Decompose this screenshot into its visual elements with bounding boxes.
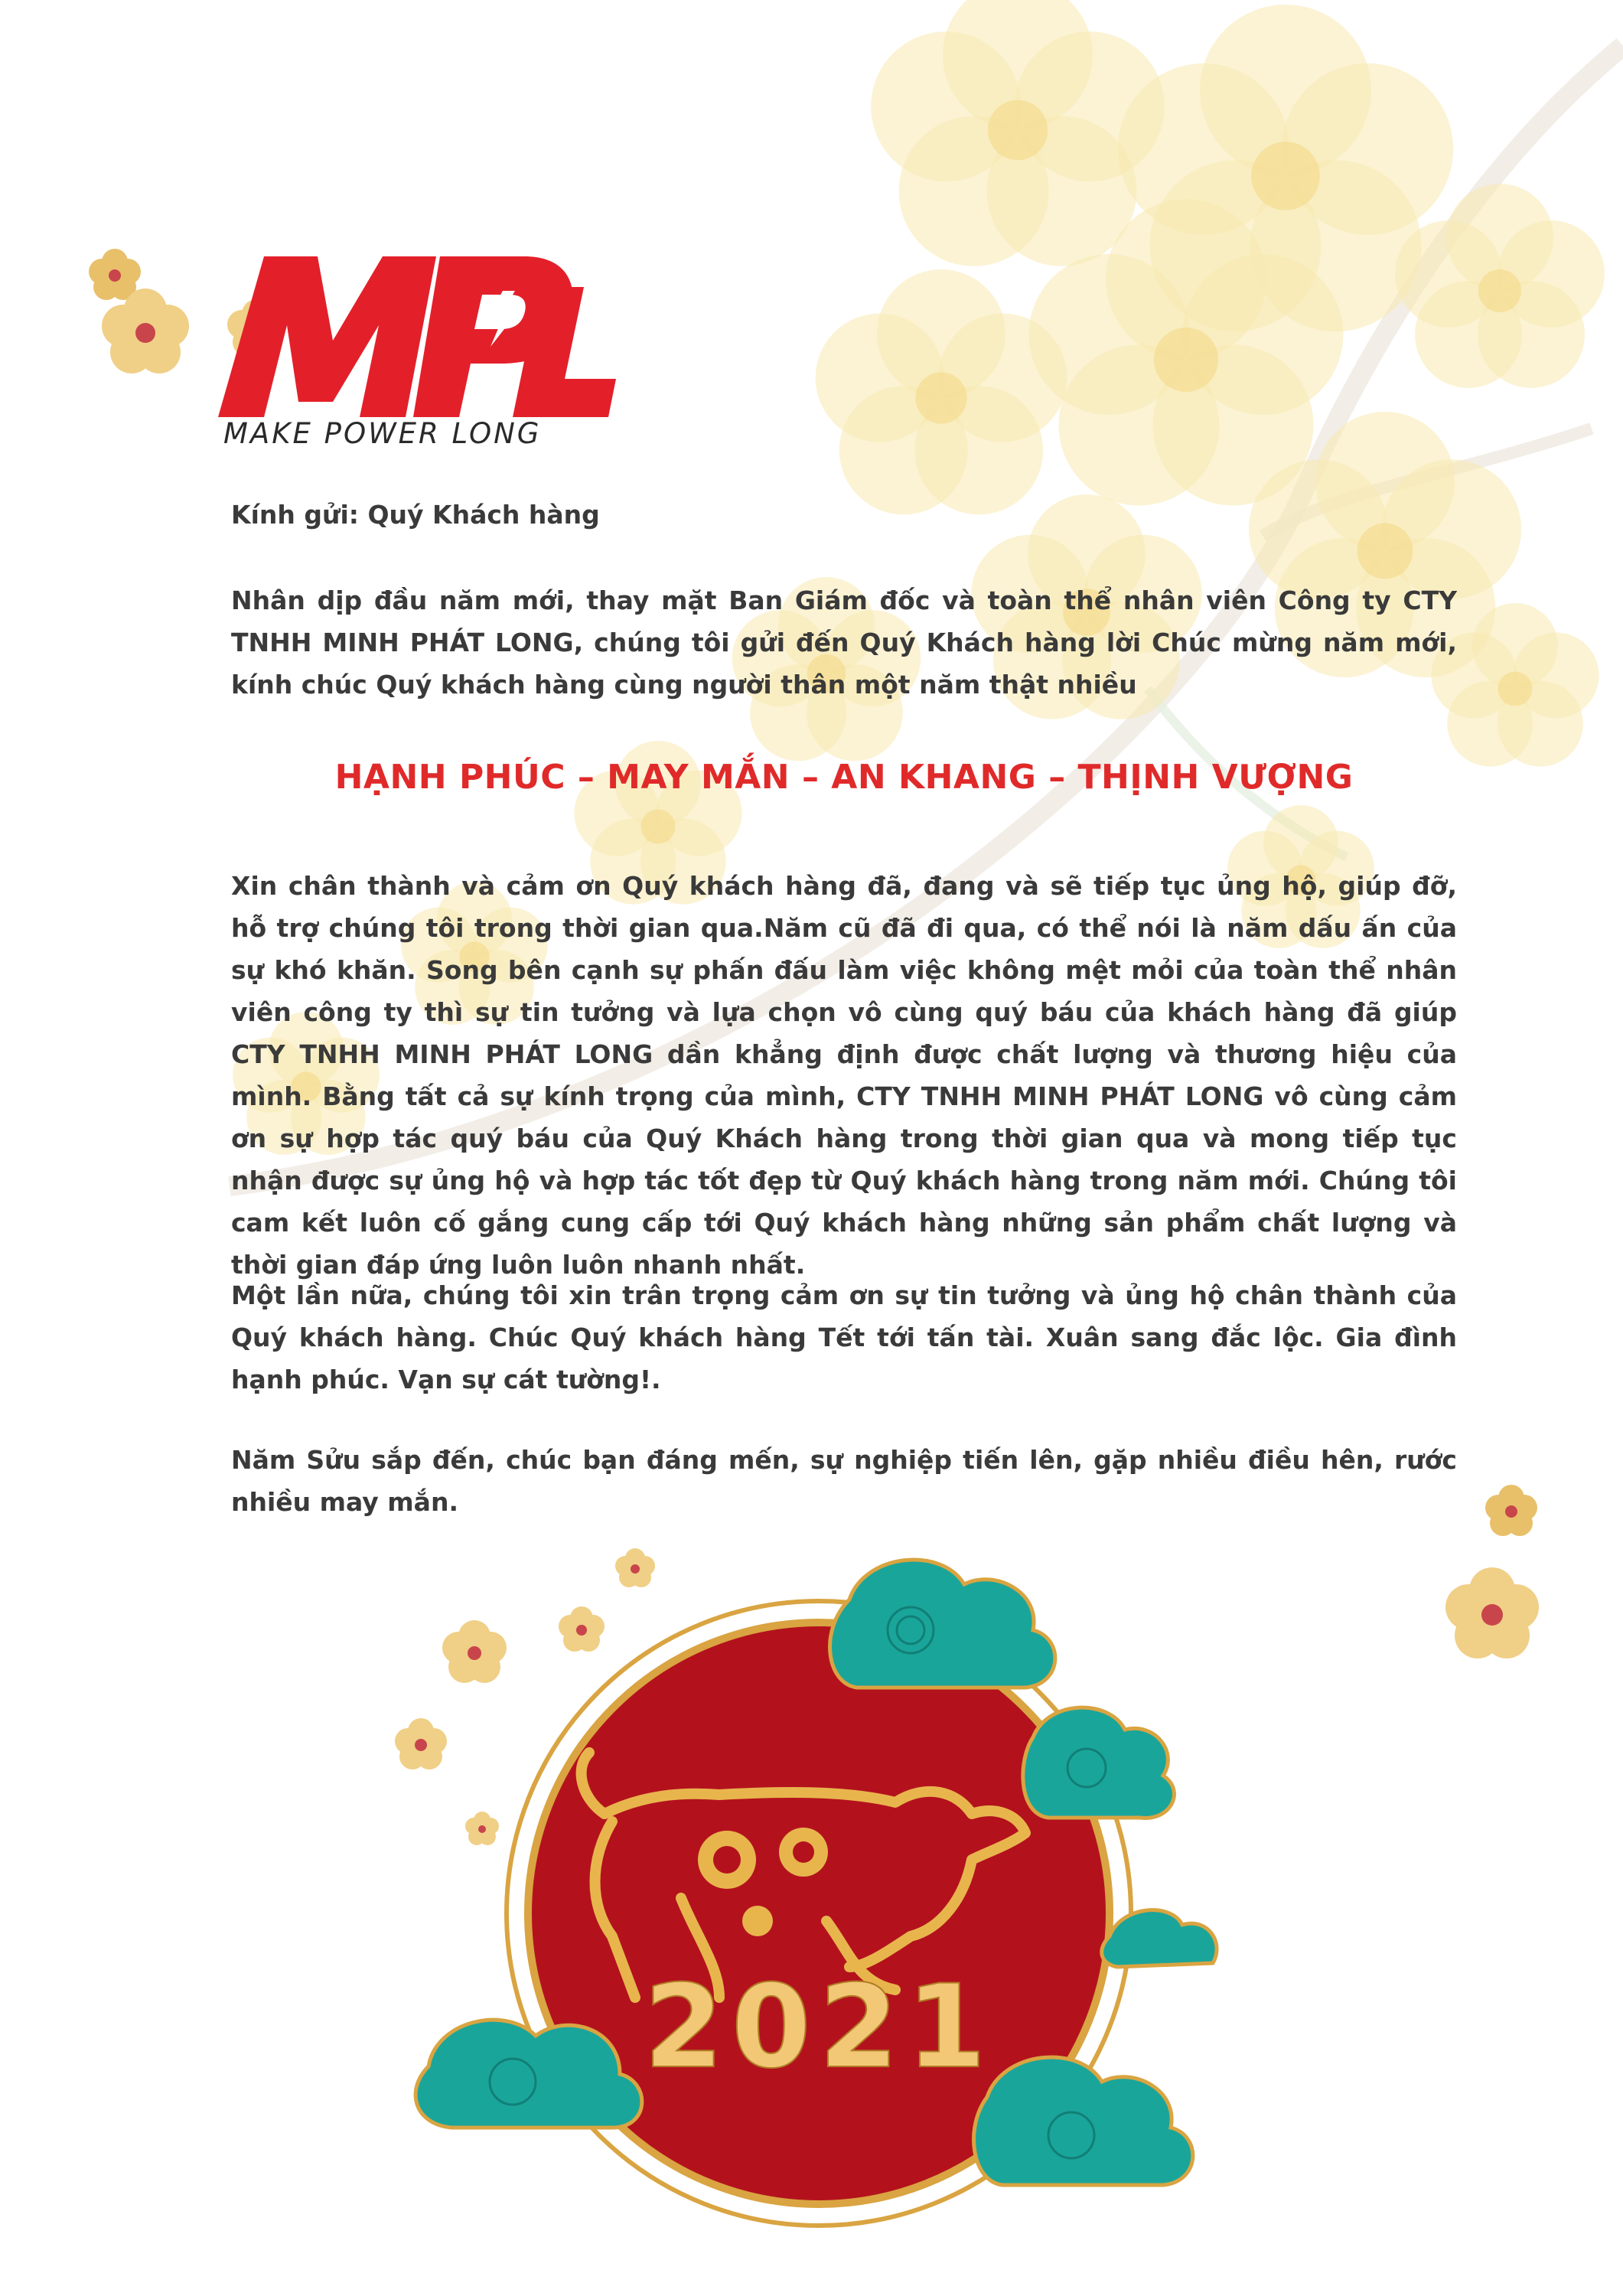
mpl-logo <box>218 249 616 417</box>
thanks-paragraph: Một lần nữa, chúng tôi xin trân trọng cảm ơn sự tin tưởng và ủng hộ chân thành của Quý khách hàng. Chúc Quý khách hàng Tết tới tấn tài. Xuân sang đắc lộc. Gia đình hạnh phúc. Vạn sự cát tường!. <box>231 1280 1457 1394</box>
body-paragraph: Xin chân thành và cảm ơn Quý khách hàng đã, đang và sẽ tiếp tục ủng hộ, giúp đỡ, hỗ trợ chúng tôi trong thời gian qua.Năm cũ đã đi qua, có thể nói là năm dấu ấn của sự khó khăn. Song bên cạnh sự phấn đấu làm việc không mệt mỏi của toàn thể nhân viên công ty thì sự tin tưởng và lựa chọn vô cùng quý báu của khách hàng đã giúp CTY TNHH MINH PHÁT LONG dần khẳng định được chất lượng và thương hiệu của mình. Bằng tất cả sự kính trọng của mình, CTY TNHH MINH PHÁT LONG vô cùng cảm ơn sự hợp tác quý báu của Quý Khách hàng trong thời gian qua và mong tiếp tục nhận được sự ủng hộ và hợp tác tốt đẹp từ Quý khách hàng trong năm mới. Chúng tôi cam kết luôn cố gắng cung cấp tới Quý khách hàng những sản phẩm chất lượng và thời gian đáp ứng luôn luôn nhanh nhất. <box>231 871 1457 1280</box>
new-year-wishes-heading: HẠNH PHÚC – MAY MẮN – AN KHANG – THỊNH VƯỢNG <box>334 758 1354 797</box>
salutation: Kính gửi: Quý Khách hàng <box>231 500 600 530</box>
closing-paragraph: Năm Sửu sắp đến, chúc bạn đáng mến, sự nghiệp tiến lên, gặp nhiều điều hên, rước nhiều may mắn. <box>231 1445 1457 1517</box>
intro-paragraph: Nhân dịp đầu năm mới, thay mặt Ban Giám đốc và toàn thể nhân viên Công ty CTY TNHH MINH PHÁT LONG, chúng tôi gửi đến Quý Khách hàng lời Chúc mừng năm mới, kính chúc Quý khách hàng cùng người thân một năm thật nhiều <box>231 585 1457 700</box>
year-label: 2021 <box>644 1961 994 2094</box>
logo-slogan: MAKE POWER LONG <box>223 417 542 450</box>
year-of-the-ox-emblem <box>360 1538 1278 2265</box>
